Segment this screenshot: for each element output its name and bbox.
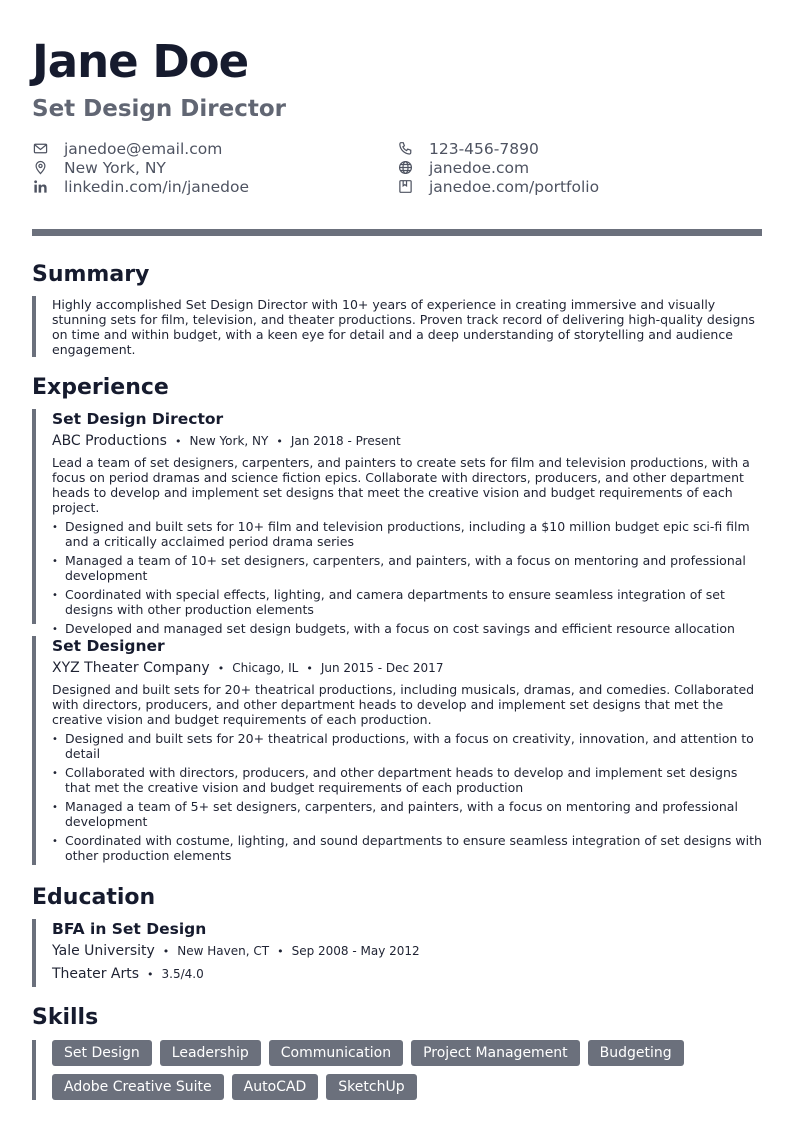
contact-portfolio[interactable] xyxy=(397,177,599,196)
job-company: ABC Productions xyxy=(52,433,167,449)
summary-text: Highly accomplished Set Design Director with 10+ years of experience in creating immersive and visually stunning sets for film, television, and theater productions. Proven track record of delivering high-quality designs on time and within budget, with a keen eye for detail and a deep understanding of storytelling and audience engagement. xyxy=(52,297,755,357)
list-item: • Designed and built sets for 10+ film and television productions, including a $10 million budget epic sci-fi film and a critically acclaimed period drama series xyxy=(52,519,762,549)
skill-tag: Adobe Creative Suite xyxy=(52,1074,224,1100)
contact-linkedin[interactable] xyxy=(32,177,249,196)
job-location: New York, NY xyxy=(189,434,269,448)
education-dates: Sep 2008 - May 2012 xyxy=(291,944,420,958)
education-meta xyxy=(52,941,762,962)
portfolio-icon xyxy=(397,179,413,195)
school-name: Yale University xyxy=(52,943,155,959)
skill-tag: Communication xyxy=(269,1040,403,1066)
job-achievements xyxy=(52,519,762,636)
contact-linkedin-text: linkedin.com/in/janedoe xyxy=(64,177,249,196)
job-dates: Jan 2018 - Present xyxy=(290,434,401,448)
candidate-name: Jane Doe xyxy=(32,35,249,88)
list-item: • Designed and built sets for 20+ theatrical productions, with a focus on creativity, innovation, and attention to detail xyxy=(52,731,762,761)
skill-tag: Budgeting xyxy=(588,1040,684,1066)
job-title: Set Designer xyxy=(52,637,165,655)
contact-website-text: janedoe.com xyxy=(429,158,530,177)
education-item xyxy=(32,919,762,987)
skills-section xyxy=(32,1040,762,1100)
skill-tag: Project Management xyxy=(411,1040,580,1066)
summary-section xyxy=(32,296,762,357)
separator-dot: • xyxy=(276,435,283,448)
contact-location xyxy=(32,158,166,177)
experience-heading: Experience xyxy=(32,375,169,400)
separator-dot: • xyxy=(147,968,154,981)
job-company: XYZ Theater Company xyxy=(52,660,210,676)
field-of-study: Theater Arts xyxy=(52,966,140,982)
summary-heading: Summary xyxy=(32,262,150,287)
location-pin-icon xyxy=(32,160,48,176)
contact-phone-text: 123-456-7890 xyxy=(429,139,539,158)
header-divider xyxy=(32,229,762,236)
gpa: 3.5/4.0 xyxy=(161,967,204,981)
separator-dot: • xyxy=(217,662,225,675)
skill-tag: Set Design xyxy=(52,1040,152,1066)
experience-item xyxy=(32,636,762,865)
contact-location-text: New York, NY xyxy=(64,158,166,177)
education-field-meta xyxy=(52,964,762,985)
list-item: • Coordinated with costume, lighting, and sound departments to ensure seamless integration of set designs with other production elements xyxy=(52,833,762,863)
list-item: • Managed a team of 5+ set designers, carpenters, and painters, with a focus on mentoring and professional development xyxy=(52,799,762,829)
separator-dot: • xyxy=(306,662,313,675)
job-title: Set Design Director xyxy=(52,410,224,428)
education-heading: Education xyxy=(32,885,156,910)
job-description: Designed and built sets for 20+ theatrical productions, including musicals, dramas, and comedies. Collaborated with directors, producers, and other department heads to develop and implement set designs that met the creative vision and budget requirements of each production. xyxy=(52,682,755,727)
linkedin-icon xyxy=(32,179,48,195)
contact-website[interactable] xyxy=(397,158,529,177)
separator-dot: • xyxy=(277,945,284,958)
job-description: Lead a team of set designers, carpenters, and painters to create sets for film and television productions, with a focus on period dramas and science fiction epics. Collaborate with directors, producers, and other department heads to develop and implement set designs that meet the creative vision and budget requirements of each project. xyxy=(52,455,750,515)
contact-phone[interactable] xyxy=(397,139,539,158)
job-title-header: Set Design Director xyxy=(32,96,286,122)
phone-icon xyxy=(397,141,413,157)
globe-icon xyxy=(397,160,413,176)
job-location: Chicago, IL xyxy=(232,661,299,675)
mail-icon xyxy=(32,141,48,157)
skills-list xyxy=(52,1040,762,1104)
degree-title: BFA in Set Design xyxy=(52,920,207,938)
list-item: • Developed and managed set design budgets, with a focus on cost savings and efficient resource allocation xyxy=(52,621,762,636)
skills-heading: Skills xyxy=(32,1005,99,1030)
experience-item xyxy=(32,409,762,636)
skill-tag: SketchUp xyxy=(326,1074,416,1100)
separator-dot: • xyxy=(162,945,170,958)
job-meta xyxy=(52,431,762,452)
list-item: • Managed a team of 10+ set designers, carpenters, and painters, with a focus on mentoring and professional development xyxy=(52,553,762,583)
contact-email-text: janedoe@email.com xyxy=(64,139,223,158)
skill-tag: Leadership xyxy=(160,1040,261,1066)
skill-tag: AutoCAD xyxy=(232,1074,319,1100)
job-meta xyxy=(52,658,762,679)
school-location: New Haven, CT xyxy=(177,944,270,958)
list-item: • Coordinated with special effects, lighting, and camera departments to ensure seamless integration of set designs with other production elements xyxy=(52,587,762,617)
separator-dot: • xyxy=(174,435,182,448)
job-achievements xyxy=(52,731,762,863)
list-item: • Collaborated with directors, producers, and other department heads to develop and implement set designs that met the creative vision and budget requirements of each production xyxy=(52,765,762,795)
job-dates: Jun 2015 - Dec 2017 xyxy=(320,661,444,675)
contact-portfolio-text: janedoe.com/portfolio xyxy=(429,177,600,196)
contact-email[interactable] xyxy=(32,139,222,158)
